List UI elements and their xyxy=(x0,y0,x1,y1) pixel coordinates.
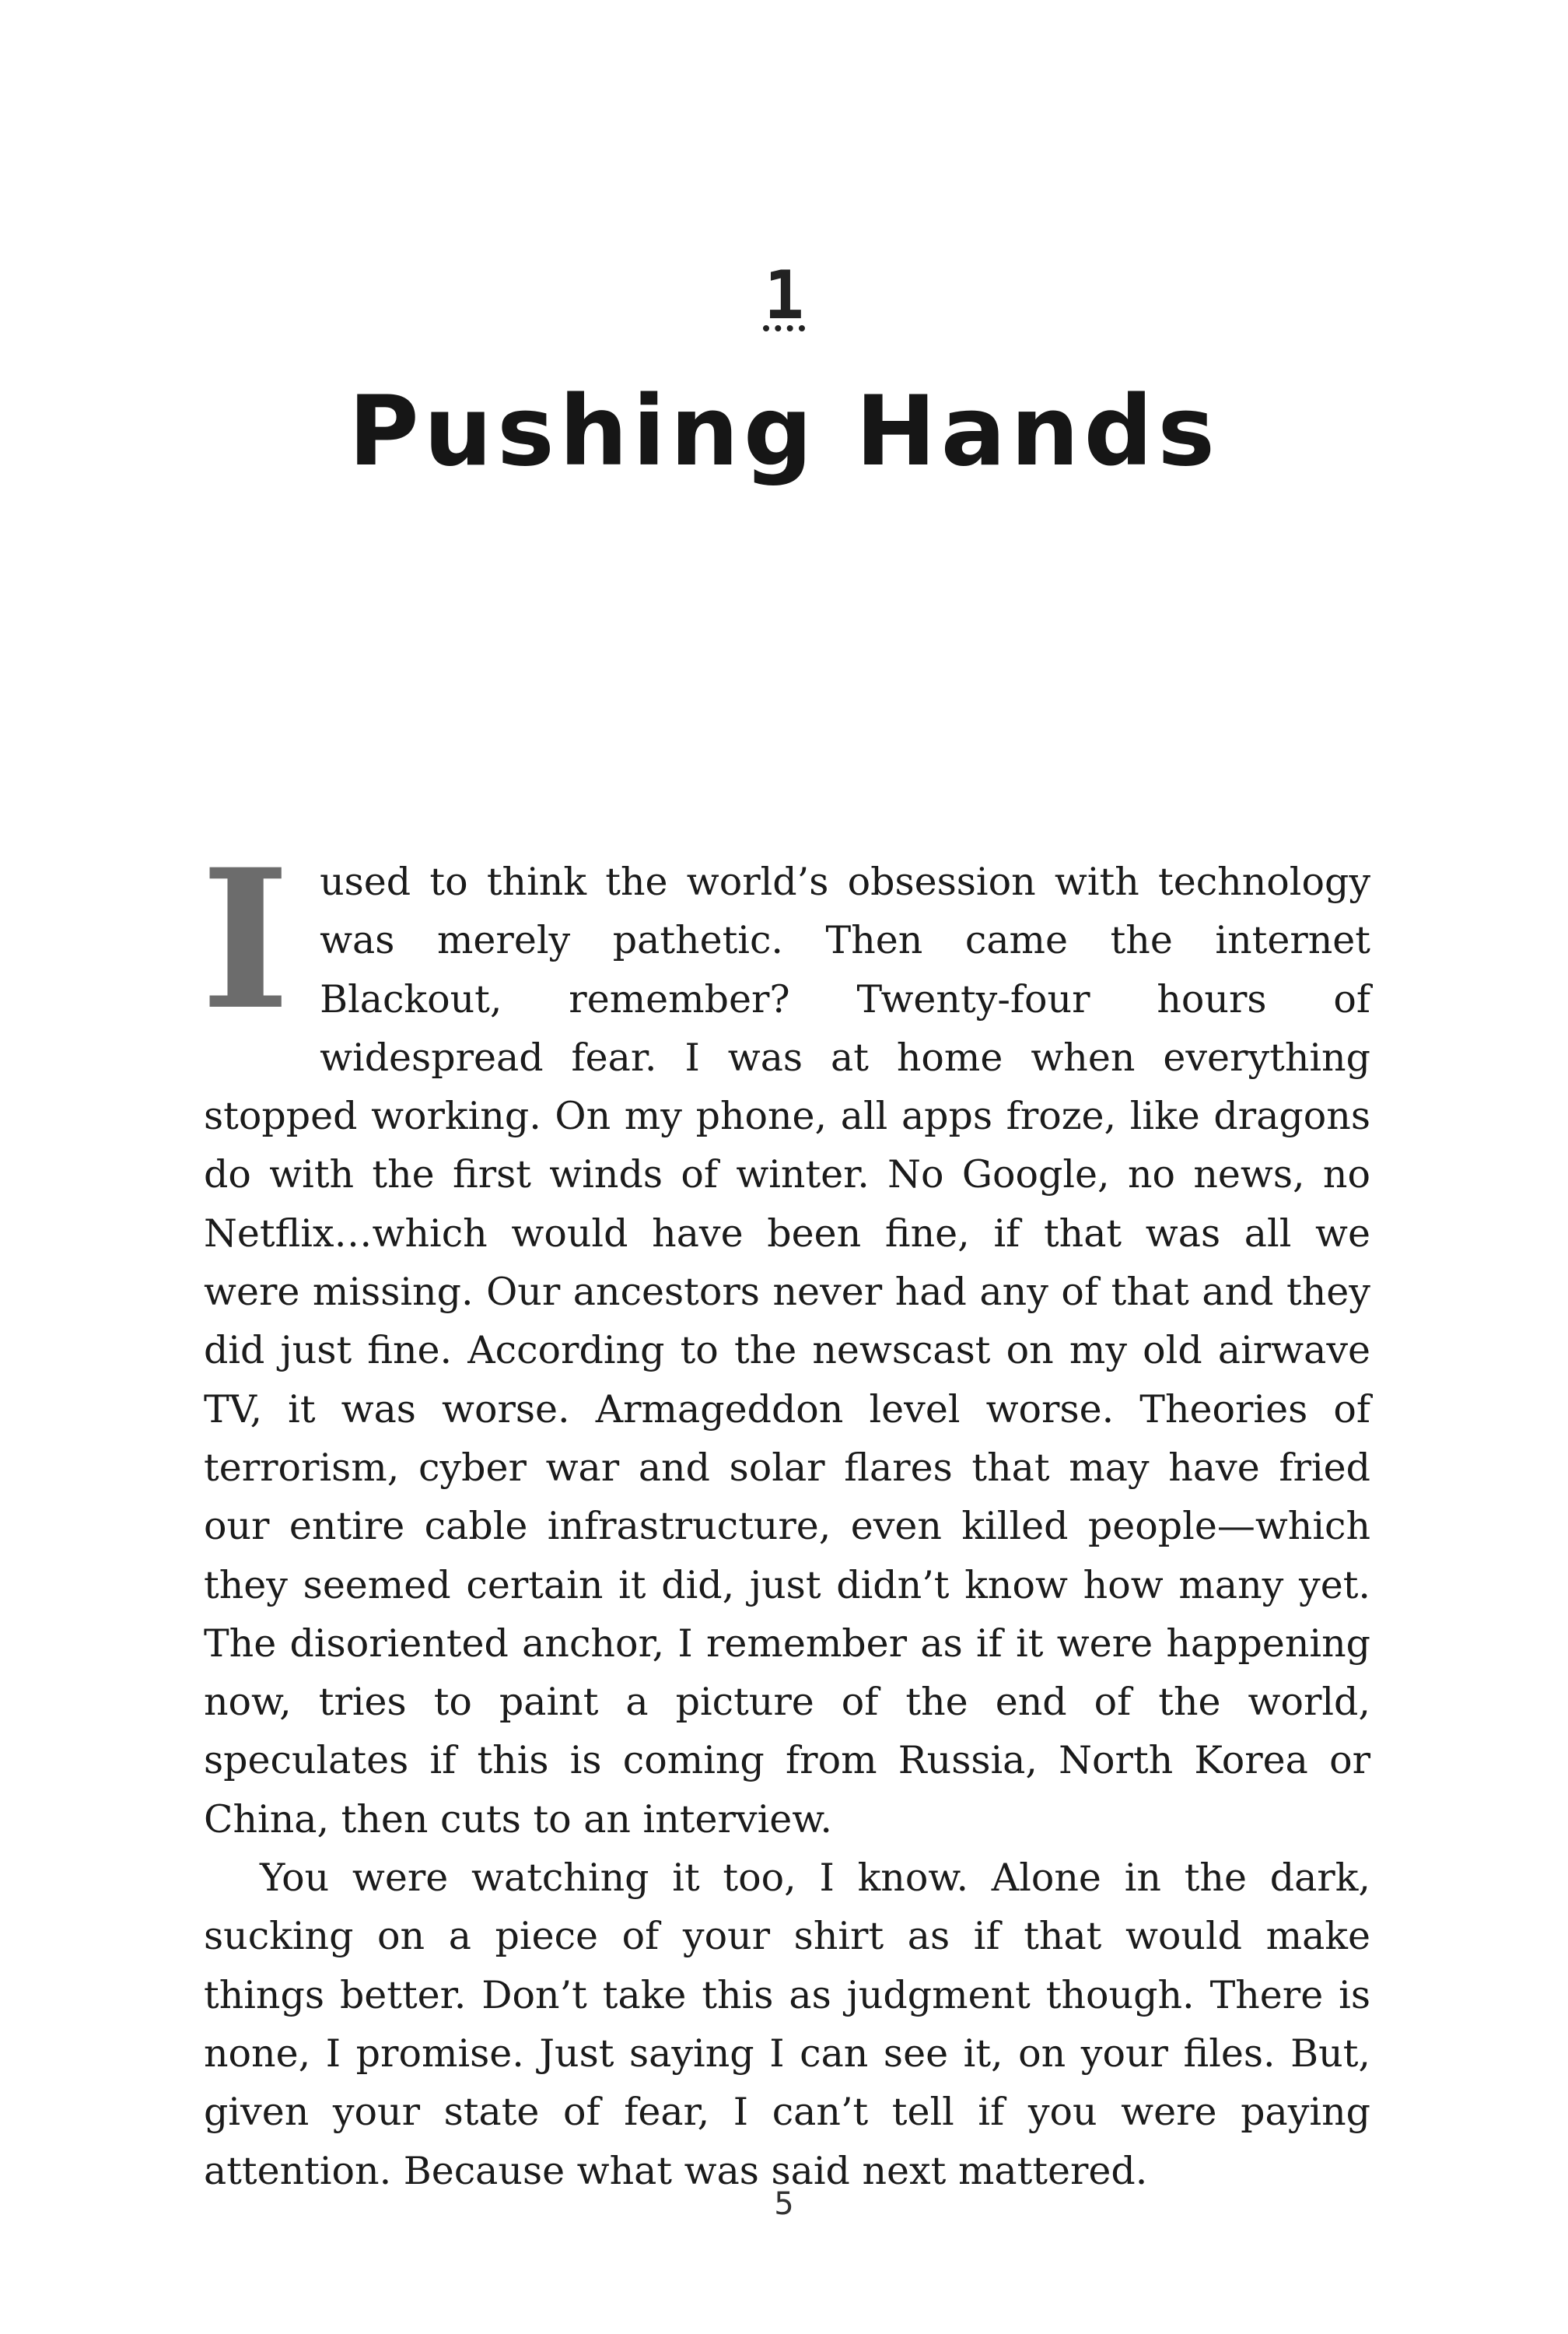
drop-cap: I xyxy=(201,828,291,1053)
paragraph-2: You were watching it too, I know. Alone in the dark, sucking on a piece of your shirt as if that would make things better. Don’t take this as judgment though. There is none, I promise. Just saying I can see it, on your files. But, given your state of fear, I can’t tell if you were paying attention. Because what was said next mattered. xyxy=(204,1856,1370,2193)
chapter-number xyxy=(0,257,1568,335)
chapter-number-text: 1 xyxy=(764,257,804,335)
page-number: 5 xyxy=(774,2186,794,2222)
chapter-title: Pushing Hands xyxy=(348,376,1220,488)
paragraph-1 xyxy=(201,828,1370,1849)
chapter-body xyxy=(201,828,1370,2200)
paragraph-1-text: used to think the world’s obsession with technology was merely pathetic. Then came the internet Blackout, remember? Twenty-four hours of widespread fear. I was at home when everything stopped working. On my phone, all apps froze, like dragons do with the first winds of winter. No Google, no news, no Netflix…which would have been fine, if that was all we were missing. Our ancestors never had any of that and they did just fine. According to the newscast on my old airwave TV, it was worse. Armageddon level worse. Theories of terrorism, cyber war and solar flares that may have fried our entire cable infrastructure, even killed people—which they seemed certain it did, just didn’t know how many yet. The disoriented anchor, I remember as if it were happening now, tries to paint a picture of the end of the world, speculates if this is coming from Russia, North Korea or China, then cuts to an interview. xyxy=(204,860,1370,1842)
